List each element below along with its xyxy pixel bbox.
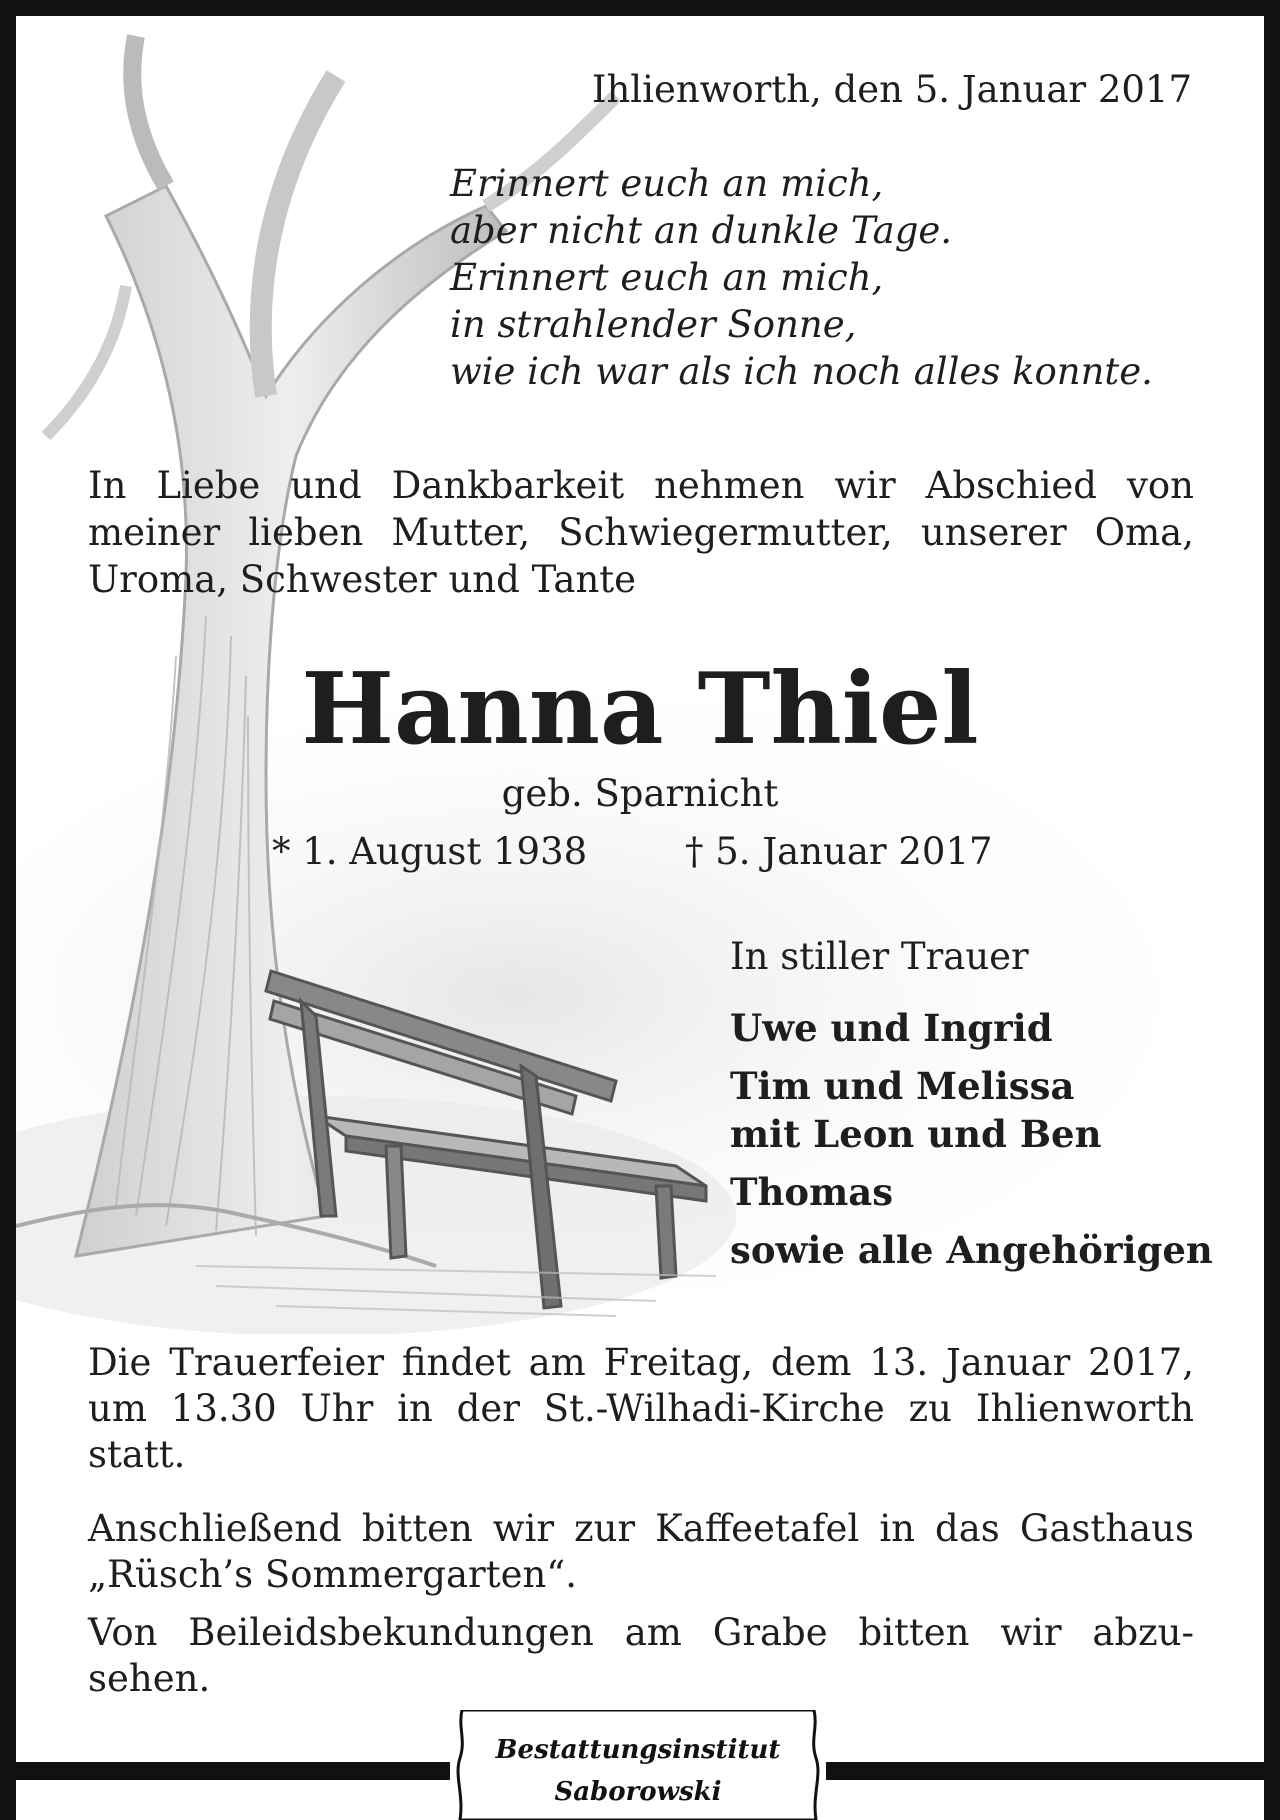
condolence-line: Von Beileidsbekundungen am Grabe bitten wir abzu- xyxy=(88,1611,1194,1654)
mourner-name: mit Leon und Ben xyxy=(730,1112,1102,1156)
mourner-name: Uwe und Ingrid xyxy=(730,1006,1053,1050)
mourner-name: sowie alle Angehörigen xyxy=(730,1228,1213,1272)
mourner-name: Thomas xyxy=(730,1170,894,1214)
place-date: Ihlienworth, den 5. Januar 2017 xyxy=(591,68,1192,111)
service-line: um 13.30 Uhr in der St.-Wilhadi-Kirche zu Ihlienworth xyxy=(88,1387,1194,1430)
mourners-list xyxy=(730,1004,1213,1274)
deceased-name: Hanna Thiel xyxy=(301,652,979,767)
logo-line2: Saborowski xyxy=(554,1777,722,1807)
service-line: Die Trauerfeier findet am Freitag, dem 13. Januar 2017, xyxy=(88,1341,1194,1384)
birth-date: * 1. August 1938 xyxy=(272,830,588,873)
poem-line: in strahlender Sonne, xyxy=(450,303,857,346)
death-date: † 5. Januar 2017 xyxy=(685,830,993,873)
poem-line: Erinnert euch an mich, xyxy=(450,256,884,299)
logo-line1: Bestattungsinstitut xyxy=(495,1735,781,1765)
condolence-line: sehen. xyxy=(88,1657,211,1700)
reception-info xyxy=(88,1506,1194,1598)
reception-line: „Rüsch’s Sommergarten“. xyxy=(88,1553,577,1596)
intro-line: In Liebe und Dankbarkeit nehmen wir Abschied von xyxy=(88,464,1194,507)
farewell-intro xyxy=(88,462,1194,603)
poem-line: Erinnert euch an mich, xyxy=(450,162,884,205)
intro-line: meiner lieben Mutter, Schwiegermutter, unserer Oma, xyxy=(88,511,1194,554)
poem-line: aber nicht an dunkle Tage. xyxy=(450,209,953,252)
reception-line: Anschließend bitten wir zur Kaffeetafel in das Gasthaus xyxy=(88,1507,1194,1550)
condolences-note xyxy=(88,1610,1194,1702)
mourners-heading: In stiller Trauer xyxy=(730,935,1029,978)
service-line: statt. xyxy=(88,1433,186,1476)
poem-line: wie ich war als ich noch alles konnte. xyxy=(450,350,1153,393)
mourner-name: Tim und Melissa xyxy=(730,1064,1075,1108)
memorial-poem xyxy=(450,160,1153,395)
funeral-home-logo xyxy=(450,1710,826,1820)
funeral-service-info xyxy=(88,1340,1194,1478)
maiden-name: geb. Sparnicht xyxy=(501,772,779,815)
intro-line: Uroma, Schwester und Tante xyxy=(88,558,637,601)
